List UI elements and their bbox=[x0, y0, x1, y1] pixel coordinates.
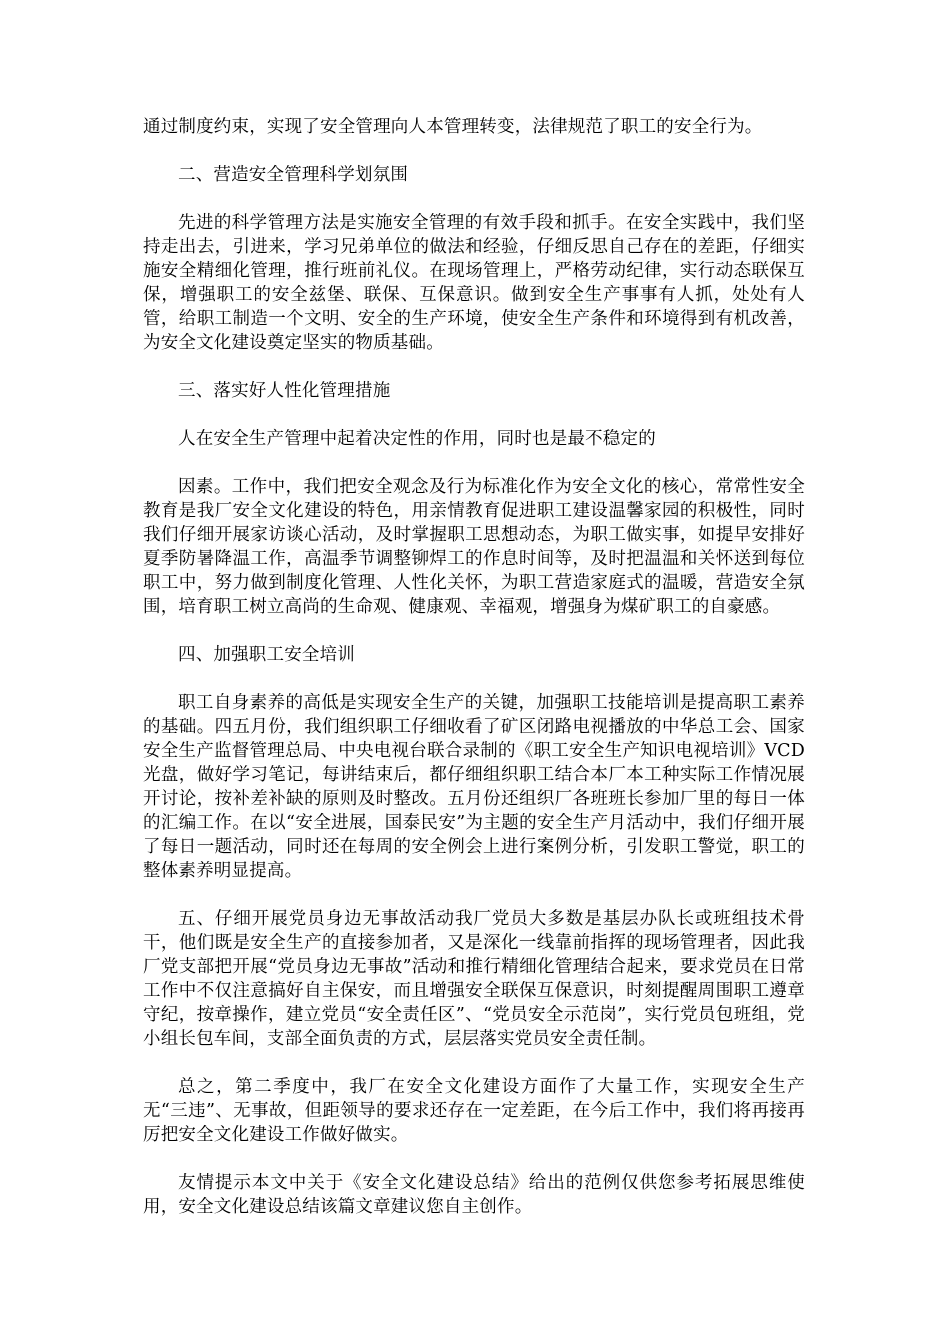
paragraph-conclusion: 总之，第二季度中，我厂在安全文化建设方面作了大量工作，实现安全生产无“三违”、无事故，但距领导的要求还存在一定差距，在今后工作中，我们将再接再厉把安全文化建设工作做好做实。 bbox=[143, 1077, 805, 1145]
paragraph-section-3-lead: 人在安全生产管理中起着决定性的作用，同时也是最不稳定的 bbox=[178, 429, 656, 449]
section-heading-4: 四、加强职工安全培训 bbox=[178, 645, 355, 665]
paragraph-intro-continuation: 通过制度约束，实现了安全管理向人本管理转变，法律规范了职工的安全行为。 bbox=[143, 117, 763, 137]
paragraph-section-5: 五、仔细开展党员身边无事故活动我厂党员大多数是基层办队长或班组技术骨干，他们既是安全生产的直接参加者，又是深化一线靠前指挥的现场管理者，因此我厂党支部把开展“党员身边无事故”活动和推行精细化管理结合起来，要求党员在日常工作中不仅注意搞好自主保安，而且增强安全联保互保意识，时刻提醒周围职工遵章守纪，按章操作，建立党员“安全责任区”、“党员安全示范岗”，实行党员包班组，党小组长包车间，支部全面负责的方式，层层落实党员安全责任制。 bbox=[143, 909, 805, 1049]
section-heading-3: 三、落实好人性化管理措施 bbox=[178, 381, 391, 401]
paragraph-footer-note: 友情提示本文中关于《安全文化建设总结》给出的范例仅供您参考拓展思维使用，安全文化建设总结该篇文章建议您自主创作。 bbox=[143, 1173, 805, 1217]
paragraph-section-3: 因素。工作中，我们把安全观念及行为标准化作为安全文化的核心，常常性安全教育是我厂安全文化建设的特色，用亲情教育促进职工建设温馨家园的积极性，同时我们仔细开展家访谈心活动，及时掌握职工思想动态，为职工做实事，如提早安排好夏季防暑降温工作，高温季节调整铆焊工的作息时间等，及时把温温和关怀送到每位职工中，努力做到制度化管理、人性化关怀，为职工营造家庭式的温暖，营造安全氛围，培育职工树立高尚的生命观、健康观、幸福观，增强身为煤矿职工的自豪感。 bbox=[143, 477, 805, 617]
paragraph-section-4: 职工自身素养的高低是实现安全生产的关键，加强职工技能培训是提高职工素养的基础。四五月份，我们组织职工仔细收看了矿区闭路电视播放的中华总工会、国家安全生产监督管理总局、中央电视台联合录制的《职工安全生产知识电视培训》VCD光盘，做好学习笔记，每讲结束后，都仔细组织职工结合本厂本工种实际工作情况展开讨论，按补差补缺的原则及时整改。五月份还组织厂各班班长参加厂里的每日一体的汇编工作。在以“安全进展，国泰民安”为主题的安全生产月活动中，我们仔细开展了每日一题活动，同时还在每周的安全例会上进行案例分析，引发职工警觉，职工的整体素养明显提高。 bbox=[143, 693, 805, 881]
document-body bbox=[143, 115, 805, 1243]
paragraph-section-2: 先进的科学管理方法是实施安全管理的有效手段和抓手。在安全实践中，我们坚持走出去，引进来，学习兄弟单位的做法和经验，仔细反思自己存在的差距，仔细实施安全精细化管理，推行班前礼仪。在现场管理上，严格劳动纪律，实行动态联保互保，增强职工的安全兹堡、联保、互保意识。做到安全生产事事有人抓，处处有人管，给职工制造一个文明、安全的生产环境，使安全生产条件和环境得到有机改善，为安全文化建设奠定坚实的物质基础。 bbox=[143, 213, 805, 353]
section-heading-2: 二、营造安全管理科学划氛围 bbox=[178, 165, 409, 185]
